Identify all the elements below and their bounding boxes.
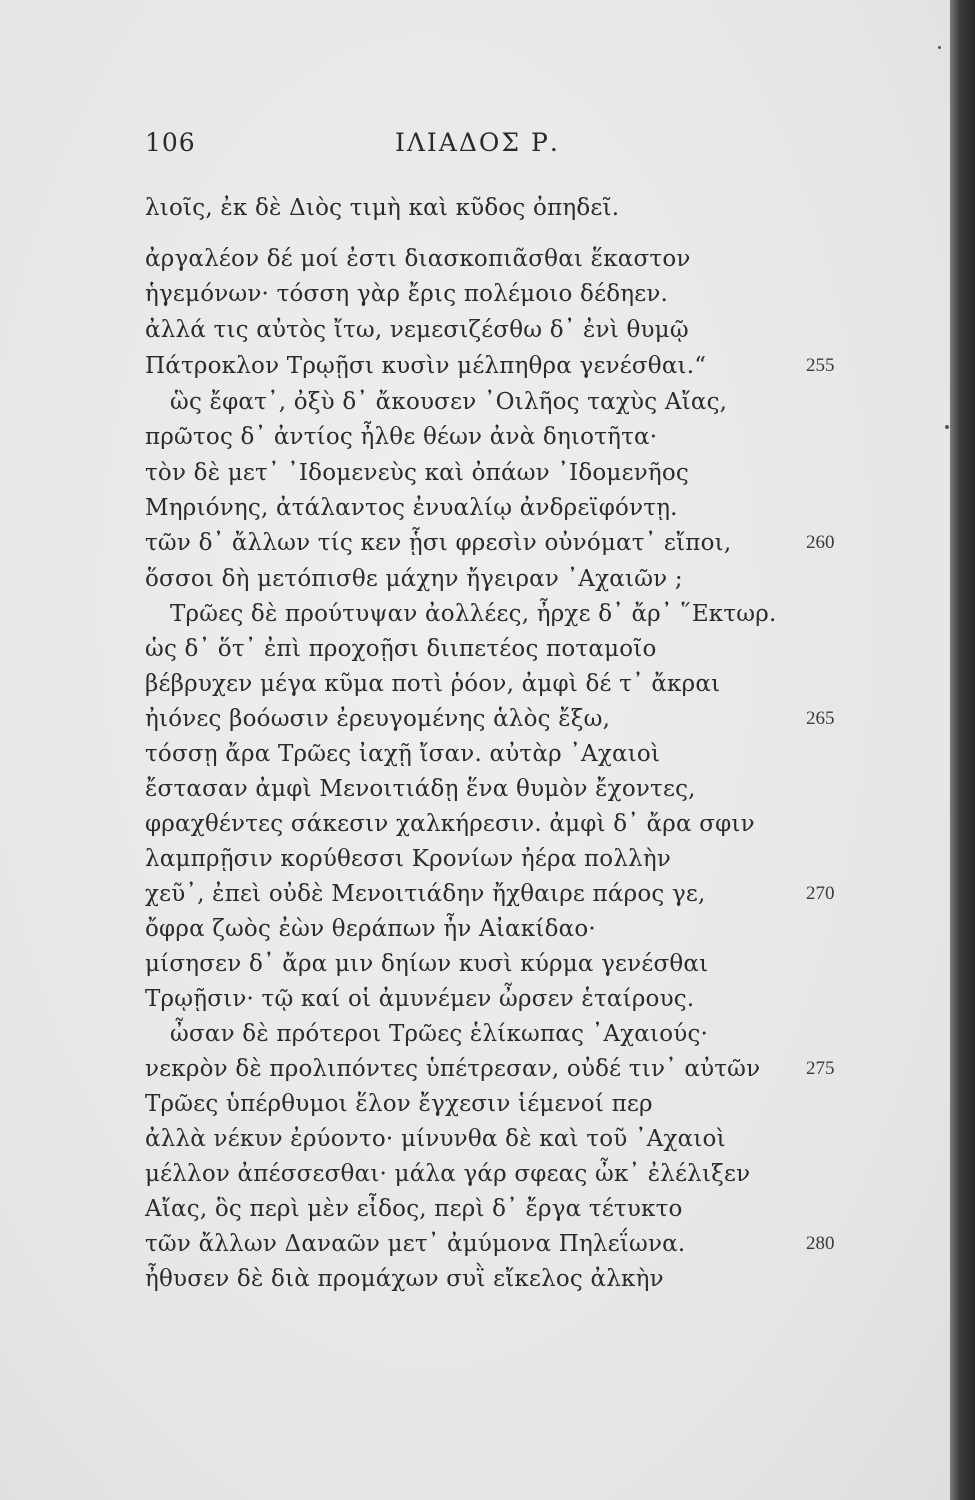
verse-text: ἀλλά τις αὐτὸς ἴτω, νεμεσιζέσθω δ᾿ ἐνὶ θυμῷ bbox=[145, 317, 689, 343]
verse-line bbox=[0, 353, 950, 391]
verse-text: τόσσῃ ἄρα Τρῶες ἰαχῇ ἴσαν. αὐτὰρ ᾿Αχαιοὶ bbox=[145, 741, 661, 767]
verse-line bbox=[0, 636, 950, 674]
verse-line bbox=[0, 951, 950, 989]
verse-text: λαμπρῇσιν κορύθεσσι Κρονίων ἠέρα πολλὴν bbox=[145, 846, 672, 872]
verse-text: Μηριόνης, ἀτάλαντος ἐνυαλίῳ ἀνδρεϊφόντῃ. bbox=[145, 495, 678, 521]
verse-line bbox=[0, 246, 950, 284]
verse-line bbox=[0, 460, 950, 498]
verse-text: ὦσαν δὲ πρότεροι Τρῶες ἑλίκωπας ᾿Αχαιούς· bbox=[170, 1021, 709, 1047]
line-number: 280 bbox=[806, 1233, 835, 1254]
verse-text: Πάτροκλον Τρῳῇσι κυσὶν μέλπηθρα γενέσθαι.“ bbox=[145, 353, 707, 379]
verse-line bbox=[0, 1196, 950, 1234]
verse-text: ὡς δ᾿ ὅτ᾿ ἐπὶ προχοῇσι διιπετέος ποταμοῖο bbox=[145, 636, 657, 662]
verse-line bbox=[0, 1266, 950, 1304]
verse-line bbox=[0, 776, 950, 814]
verse-line bbox=[0, 389, 950, 427]
page-number: 106 bbox=[145, 128, 196, 157]
verse-line bbox=[0, 1231, 950, 1269]
verse-line bbox=[0, 317, 950, 355]
verse-line bbox=[0, 846, 950, 884]
line-number: 270 bbox=[806, 883, 835, 904]
verse-line bbox=[0, 1021, 950, 1059]
verse-line bbox=[0, 916, 950, 954]
verse-line bbox=[0, 881, 950, 919]
verse-line bbox=[0, 671, 950, 709]
page-header bbox=[0, 128, 950, 168]
verse-line bbox=[0, 566, 950, 604]
verse-line bbox=[0, 424, 950, 462]
verse-line bbox=[0, 281, 950, 319]
verse-text: ἠιόνες βοόωσιν ἐρευγομένης ἁλὸς ἔξω, bbox=[145, 706, 611, 732]
verse-text: νεκρὸν δὲ προλιπόντες ὑπέτρεσαν, οὐδέ τιν᾿ αὐτῶν bbox=[145, 1056, 761, 1082]
verse-line bbox=[0, 495, 950, 533]
verse-text: ἔστασαν ἀμφὶ Μενοιτιάδῃ ἕνα θυμὸν ἔχοντες, bbox=[145, 776, 696, 802]
running-title: ΙΛΙΑΔΟΣ Ρ. bbox=[395, 128, 560, 157]
verse-text: φραχθέντες σάκεσιν χαλκήρεσιν. ἀμφὶ δ᾿ ἄρα σφιν bbox=[145, 811, 755, 837]
verse-text: μίσησεν δ᾿ ἄρα μιν δηίων κυσὶ κύρμα γενέσθαι bbox=[145, 951, 709, 977]
verse-line bbox=[0, 811, 950, 849]
print-speck bbox=[945, 425, 949, 429]
verse-line bbox=[0, 195, 950, 233]
verse-line bbox=[0, 1161, 950, 1199]
verse-line bbox=[0, 706, 950, 744]
verse-text: βέβρυχεν μέγα κῦμα ποτὶ ῥόον, ἀμφὶ δέ τ᾿ ἄκραι bbox=[145, 671, 721, 697]
line-number: 265 bbox=[806, 708, 835, 729]
print-speck bbox=[938, 46, 941, 49]
line-number: 260 bbox=[806, 532, 835, 553]
verse-line bbox=[0, 1091, 950, 1129]
verse-line bbox=[0, 601, 950, 639]
verse-line bbox=[0, 1126, 950, 1164]
verse-text: πρῶτος δ᾿ ἀντίος ἦλθε θέων ἀνὰ δηιοτῆτα· bbox=[145, 424, 658, 450]
verse-text: ἀργαλέον δέ μοί ἐστι διασκοπιᾶσθαι ἕκαστον bbox=[145, 246, 691, 272]
verse-text: τῶν ἄλλων Δαναῶν μετ᾿ ἀμύμονα Πηλεΐωνα. bbox=[145, 1231, 686, 1257]
verse-text: Τρῶες ὑπέρθυμοι ἕλον ἔγχεσιν ἱέμενοί περ bbox=[145, 1091, 653, 1117]
verse-text: τῶν δ᾿ ἄλλων τίς κεν ᾗσι φρεσὶν οὐνόματ᾿ εἴποι, bbox=[145, 530, 732, 556]
verse-text: ἡγεμόνων· τόσση γὰρ ἔρις πολέμοιο δέδηεν. bbox=[145, 281, 669, 307]
verse-line bbox=[0, 530, 950, 568]
verse-text: μέλλον ἀπέσσεσθαι· μάλα γάρ σφεας ὦκ᾿ ἐλέλιξεν bbox=[145, 1161, 751, 1187]
verse-text: ἀλλὰ νέκυν ἐρύοντο· μίνυνθα δὲ καὶ τοῦ ᾿Αχαιοὶ bbox=[145, 1126, 726, 1152]
verse-text: τὸν δὲ μετ᾿ ᾿Ιδομενεὺς καὶ ὀπάων ᾿Ιδομενῆος bbox=[145, 460, 689, 486]
verse-text: ὅσσοι δὴ μετόπισθε μάχην ἤγειραν ᾿Αχαιῶν ; bbox=[145, 566, 683, 592]
line-number: 275 bbox=[806, 1058, 835, 1079]
line-number: 255 bbox=[806, 355, 835, 376]
verse-line bbox=[0, 1056, 950, 1094]
page-edge-shadow bbox=[950, 0, 975, 1500]
verse-text: λιοῖς, ἐκ δὲ Διὸς τιμὴ καὶ κῦδος ὀπηδεῖ. bbox=[145, 195, 620, 221]
verse-text: Τρῶες δὲ προύτυψαν ἀολλέες, ἦρχε δ᾿ ἄρ᾿ ῞Εκτωρ. bbox=[170, 601, 777, 627]
verse-line bbox=[0, 986, 950, 1024]
verse-text: ἦθυσεν δὲ διὰ προμάχων συῒ εἴκελος ἀλκὴν bbox=[145, 1266, 664, 1292]
verse-text: χεῦ᾿, ἐπεὶ οὐδὲ Μενοιτιάδην ἤχθαιρε πάρος γε, bbox=[145, 881, 706, 907]
verse-text: ὣς ἔφατ᾿, ὀξὺ δ᾿ ἄκουσεν ᾿Οιλῆος ταχὺς Αἴας, bbox=[170, 389, 728, 415]
verse-text: Αἴας, ὃς περὶ μὲν εἶδος, περὶ δ᾿ ἔργα τέτυκτο bbox=[145, 1196, 683, 1222]
verse-text: Τρῳῇσιν· τῷ καί οἱ ἀμυνέμεν ὦρσεν ἑταίρους. bbox=[145, 986, 695, 1012]
verse-line bbox=[0, 741, 950, 779]
verse-text: ὄφρα ζωὸς ἐὼν θεράπων ἦν Αἰακίδαο· bbox=[145, 916, 596, 942]
